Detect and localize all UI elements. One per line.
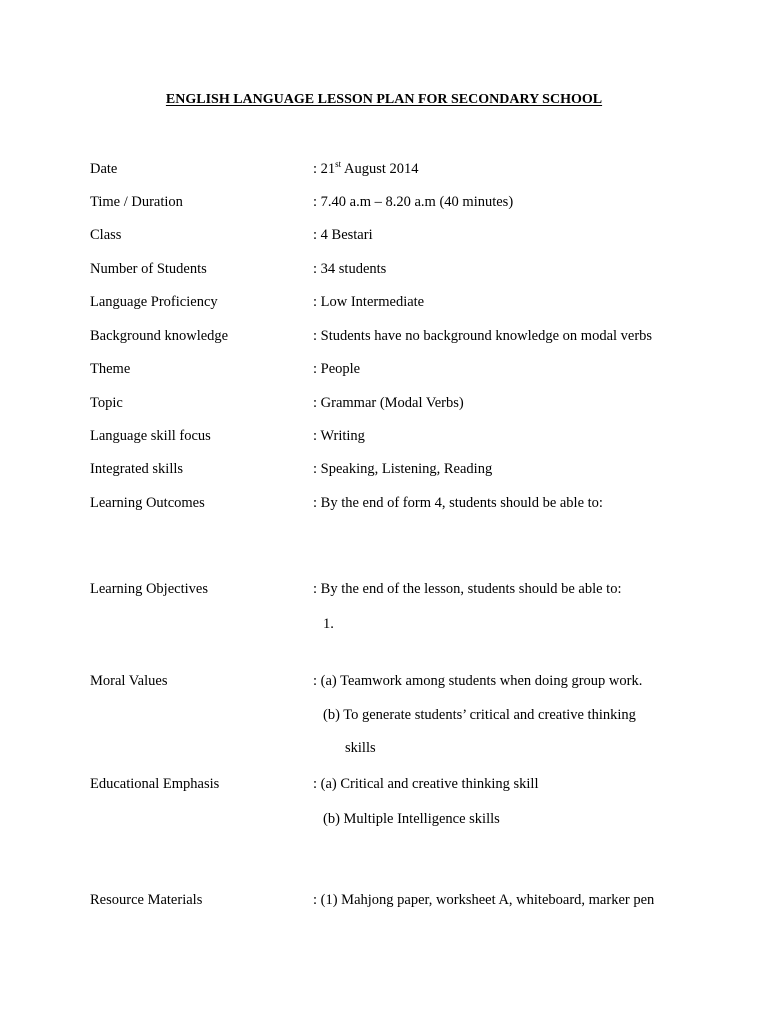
number-of-students-value: : 34 students: [313, 261, 387, 277]
class-label: Class: [90, 227, 122, 243]
learning-objectives-value: : By the end of the lesson, students should be able to:: [313, 581, 622, 597]
moral-values-label: Moral Values: [90, 673, 168, 689]
educational-emphasis-a: : (a) Critical and creative thinking skill: [313, 776, 539, 792]
time-duration-value: : 7.40 a.m – 8.20 a.m (40 minutes): [313, 194, 514, 210]
language-skill-focus-label: Language skill focus: [90, 428, 211, 444]
moral-values-b-continued: skills: [345, 740, 376, 756]
resource-materials-label: Resource Materials: [90, 892, 203, 908]
moral-values-b: (b) To generate students’ critical and creative thinking: [323, 707, 636, 723]
learning-outcomes-label: Learning Outcomes: [90, 495, 205, 511]
learning-outcomes-value: : By the end of form 4, students should be able to:: [313, 495, 603, 511]
language-proficiency-label: Language Proficiency: [90, 294, 218, 310]
educational-emphasis-label: Educational Emphasis: [90, 776, 220, 792]
date-value: [313, 161, 419, 178]
integrated-skills-label: Integrated skills: [90, 461, 184, 477]
educational-emphasis-b: (b) Multiple Intelligence skills: [323, 811, 500, 827]
number-of-students-label: Number of Students: [90, 261, 207, 277]
topic-label: Topic: [90, 395, 123, 411]
class-value: : 4 Bestari: [313, 227, 373, 243]
date-month-year: August 2014: [341, 161, 419, 177]
theme-label: Theme: [90, 361, 131, 377]
language-proficiency-value: : Low Intermediate: [313, 294, 425, 310]
time-duration-label: Time / Duration: [90, 194, 183, 210]
date-ordinal-suffix: st: [335, 159, 342, 169]
date-day: : 21: [313, 161, 336, 177]
theme-value: : People: [313, 361, 361, 377]
learning-objective-item-1: 1.: [323, 616, 334, 632]
date-label: Date: [90, 161, 118, 177]
topic-value: : Grammar (Modal Verbs): [313, 395, 464, 411]
background-knowledge-value: : Students have no background knowledge on modal verbs: [313, 328, 653, 344]
background-knowledge-label: Background knowledge: [90, 328, 229, 344]
language-skill-focus-value: : Writing: [313, 428, 365, 444]
moral-values-a: : (a) Teamwork among students when doing group work.: [313, 673, 643, 689]
document-title: ENGLISH LANGUAGE LESSON PLAN FOR SECONDARY SCHOOL: [165, 92, 603, 107]
learning-objectives-label: Learning Objectives: [90, 581, 208, 597]
integrated-skills-value: : Speaking, Listening, Reading: [313, 461, 493, 477]
resource-materials-value: : (1) Mahjong paper, worksheet A, whiteboard, marker pen: [313, 892, 655, 908]
